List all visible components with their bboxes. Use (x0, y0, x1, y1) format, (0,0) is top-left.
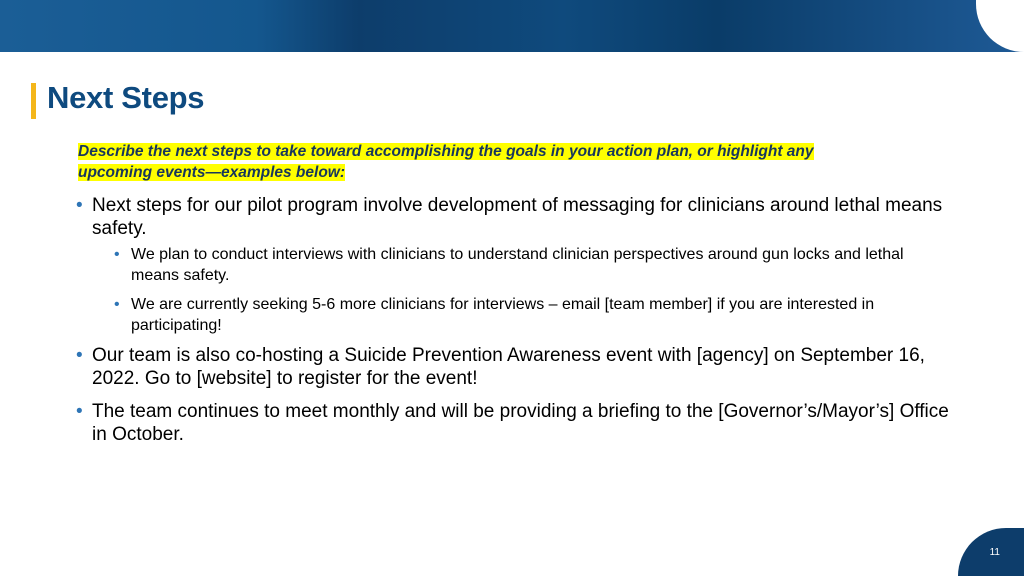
sub-bullet-text: We are currently seeking 5-6 more clinicians for interviews – email [team member] if you are interested in participating! (131, 296, 875, 334)
header-band (0, 0, 1024, 52)
bullet-icon: • (114, 246, 120, 263)
bullet-list (72, 194, 952, 456)
bullet-icon: • (76, 345, 83, 366)
bullet-item (72, 194, 952, 240)
bullet-text: The team continues to meet monthly and will be providing a briefing to the [Governor’s/Mayor’s] Office in October. (92, 401, 949, 445)
bullet-text: Next steps for our pilot program involve development of messaging for clinicians around lethal means safety. (92, 195, 943, 239)
bullet-text: Our team is also co-hosting a Suicide Prevention Awareness event with [agency] on September 16, 2022. Go to [website] to register for the event! (92, 345, 925, 389)
instruction-line-2: upcoming events—examples below: (78, 164, 346, 181)
instruction-text (78, 141, 878, 183)
sub-bullet-text: We plan to conduct interviews with clinicians to understand clinician perspectives around gun locks and lethal means safety. (131, 246, 904, 284)
page-number: 11 (989, 547, 1000, 558)
sub-bullet-item (72, 244, 952, 286)
page-title: Next Steps (47, 80, 205, 115)
title-accent-bar (31, 83, 36, 119)
bullet-icon: • (114, 296, 120, 313)
bullet-item (72, 344, 952, 390)
bullet-icon: • (76, 401, 83, 422)
sub-bullet-item (72, 294, 952, 336)
instruction-line-1: Describe the next steps to take toward accomplishing the goals in your action plan, or highlight any (78, 143, 814, 160)
bullet-icon: • (76, 195, 83, 216)
bullet-item (72, 400, 952, 446)
